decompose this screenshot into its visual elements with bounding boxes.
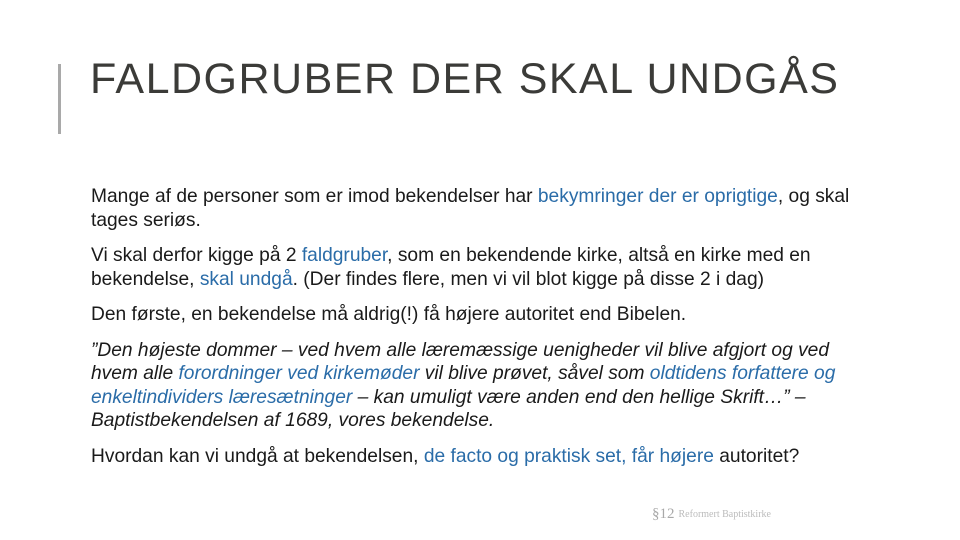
body-paragraph: [91, 445, 851, 469]
text-run: Vi skal derfor kigge på 2: [91, 245, 302, 266]
body-paragraph: [91, 303, 851, 327]
watermark-logo: §12: [652, 506, 675, 522]
text-run: – kan umuligt være anden end den hellige Skrift…” – Baptistbekendelsen af 1689, vores bekendelse.: [91, 386, 806, 431]
body-paragraph: [91, 244, 851, 291]
highlighted-text: de facto og praktisk set, får højere: [423, 445, 714, 467]
slide-body: [91, 185, 851, 480]
highlighted-text: skal undgå: [199, 268, 293, 290]
text-run: Mange af de personer som er imod bekendelser har: [91, 186, 538, 207]
slide-title: FALDGRUBER DER SKAL UNDGÅS: [90, 55, 840, 103]
text-run: Hvordan kan vi undgå at bekendelsen,: [91, 445, 424, 467]
text-run: ”Den højeste dommer – ved hvem alle læremæssige uenigheder vil blive afgjort og ved hvem alle: [91, 339, 830, 384]
text-run: autoritet?: [713, 445, 800, 467]
title-accent-bar: [58, 64, 61, 134]
watermark: [652, 506, 771, 523]
highlighted-text: faldgruber: [301, 245, 388, 266]
highlighted-text: oldtidens forfattere og enkeltindividers læresætninger: [91, 363, 836, 408]
quote-paragraph: [91, 339, 851, 433]
highlighted-text: forordninger ved kirkemøder: [178, 363, 420, 384]
text-run: . (Der findes flere, men vi vil blot kigge på disse 2 i dag): [292, 268, 765, 290]
text-run: Den første, en bekendelse må aldrig(!) få højere autoritet end Bibelen.: [91, 304, 687, 325]
body-paragraph: [91, 185, 851, 232]
text-run: vil blive prøvet, såvel som: [419, 363, 650, 384]
text-run: , som en bekendende kirke, altså en kirke med en bekendelse,: [91, 245, 811, 290]
watermark-text: Reformert Baptistkirke: [678, 509, 771, 520]
text-run: , og skal tages seriøs.: [91, 186, 850, 231]
highlighted-text: bekymringer der er oprigtige: [537, 186, 778, 207]
